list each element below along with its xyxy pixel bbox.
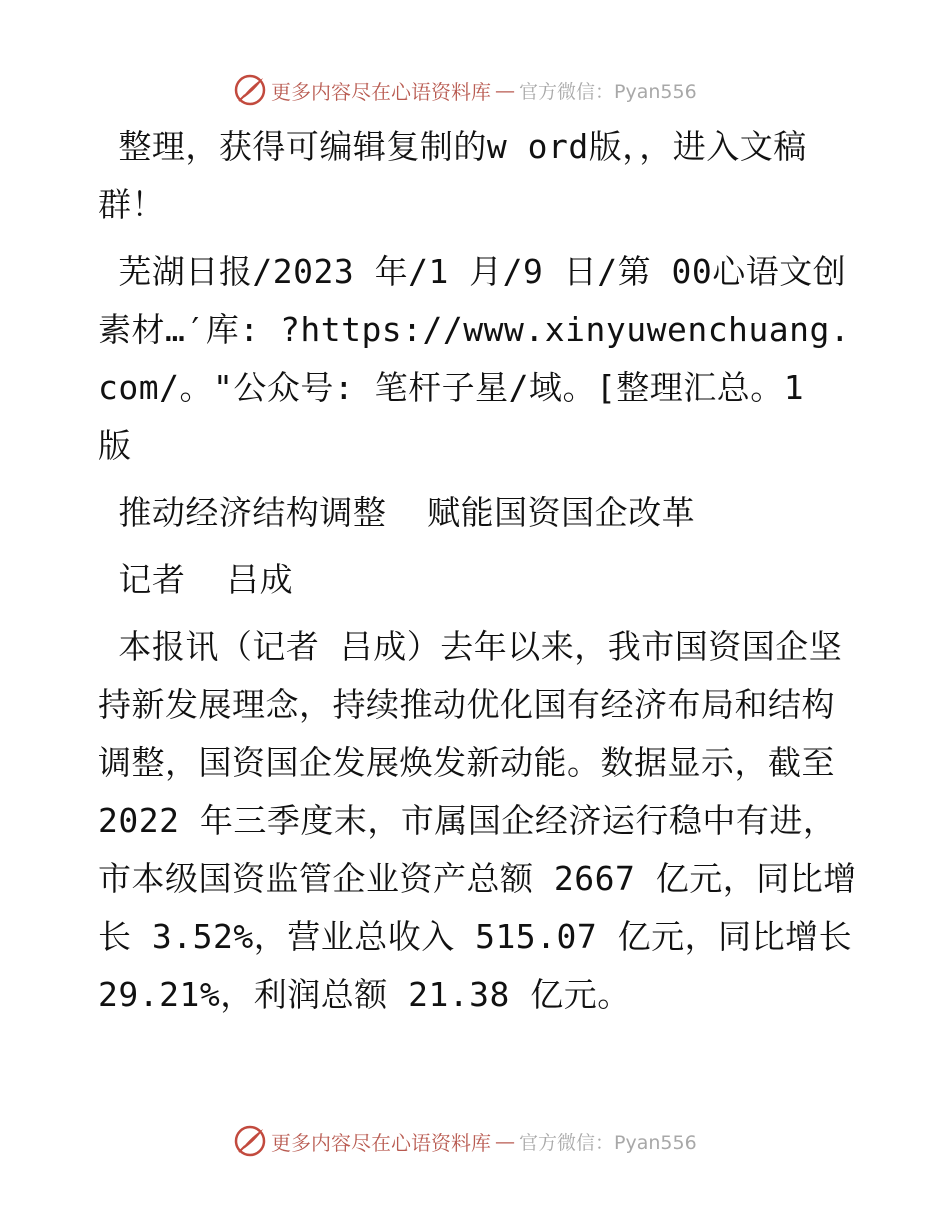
- watermark-banner-bottom: [233, 1124, 697, 1158]
- watermark-wechat: 官方微信：Pyan556: [519, 80, 697, 103]
- watermark-wechat: 官方微信：Pyan556: [519, 1131, 697, 1154]
- headline: 推动经济结构调整 赋能国资国企改革: [98, 493, 696, 532]
- source-paragraph: 芜湖日报/2023 年/1 月/9 日/第 00心语文创素材…′库: ?https://www.xinyuwenchuang.com/。"公众号: 笔杆子星/域。[整理汇总。1 版: [98, 252, 851, 465]
- watermark-brand: 更多内容尽在心语资料库: [271, 79, 491, 104]
- quill-pen-logo-icon: [233, 73, 267, 107]
- watermark-dash: —: [495, 78, 515, 102]
- byline: 记者 吕成: [98, 560, 294, 599]
- article-body: [98, 118, 873, 1033]
- watermark-dash: —: [495, 1129, 515, 1153]
- quill-pen-logo-icon: [233, 1124, 267, 1158]
- intro-paragraph: 整理，获得可编辑复制的w ord版，，进入文稿群！: [98, 127, 807, 224]
- news-paragraph: 本报讯（记者 吕成）去年以来，我市国资国企坚持新发展理念，持续推动优化国有经济布局和结构调整，国资国企发展焕发新动能。数据显示，截至 2022 年三季度末，市属国企经济运行稳中有进，市本级国资监管企业资产总额 2667 亿元，同比增长 3.52%，营业总收入 515.07 亿元，同比增长 29.21%，利润总额 21.38 亿元。: [98, 627, 873, 1014]
- watermark-banner-top: [233, 73, 697, 107]
- watermark-brand: 更多内容尽在心语资料库: [271, 1130, 491, 1155]
